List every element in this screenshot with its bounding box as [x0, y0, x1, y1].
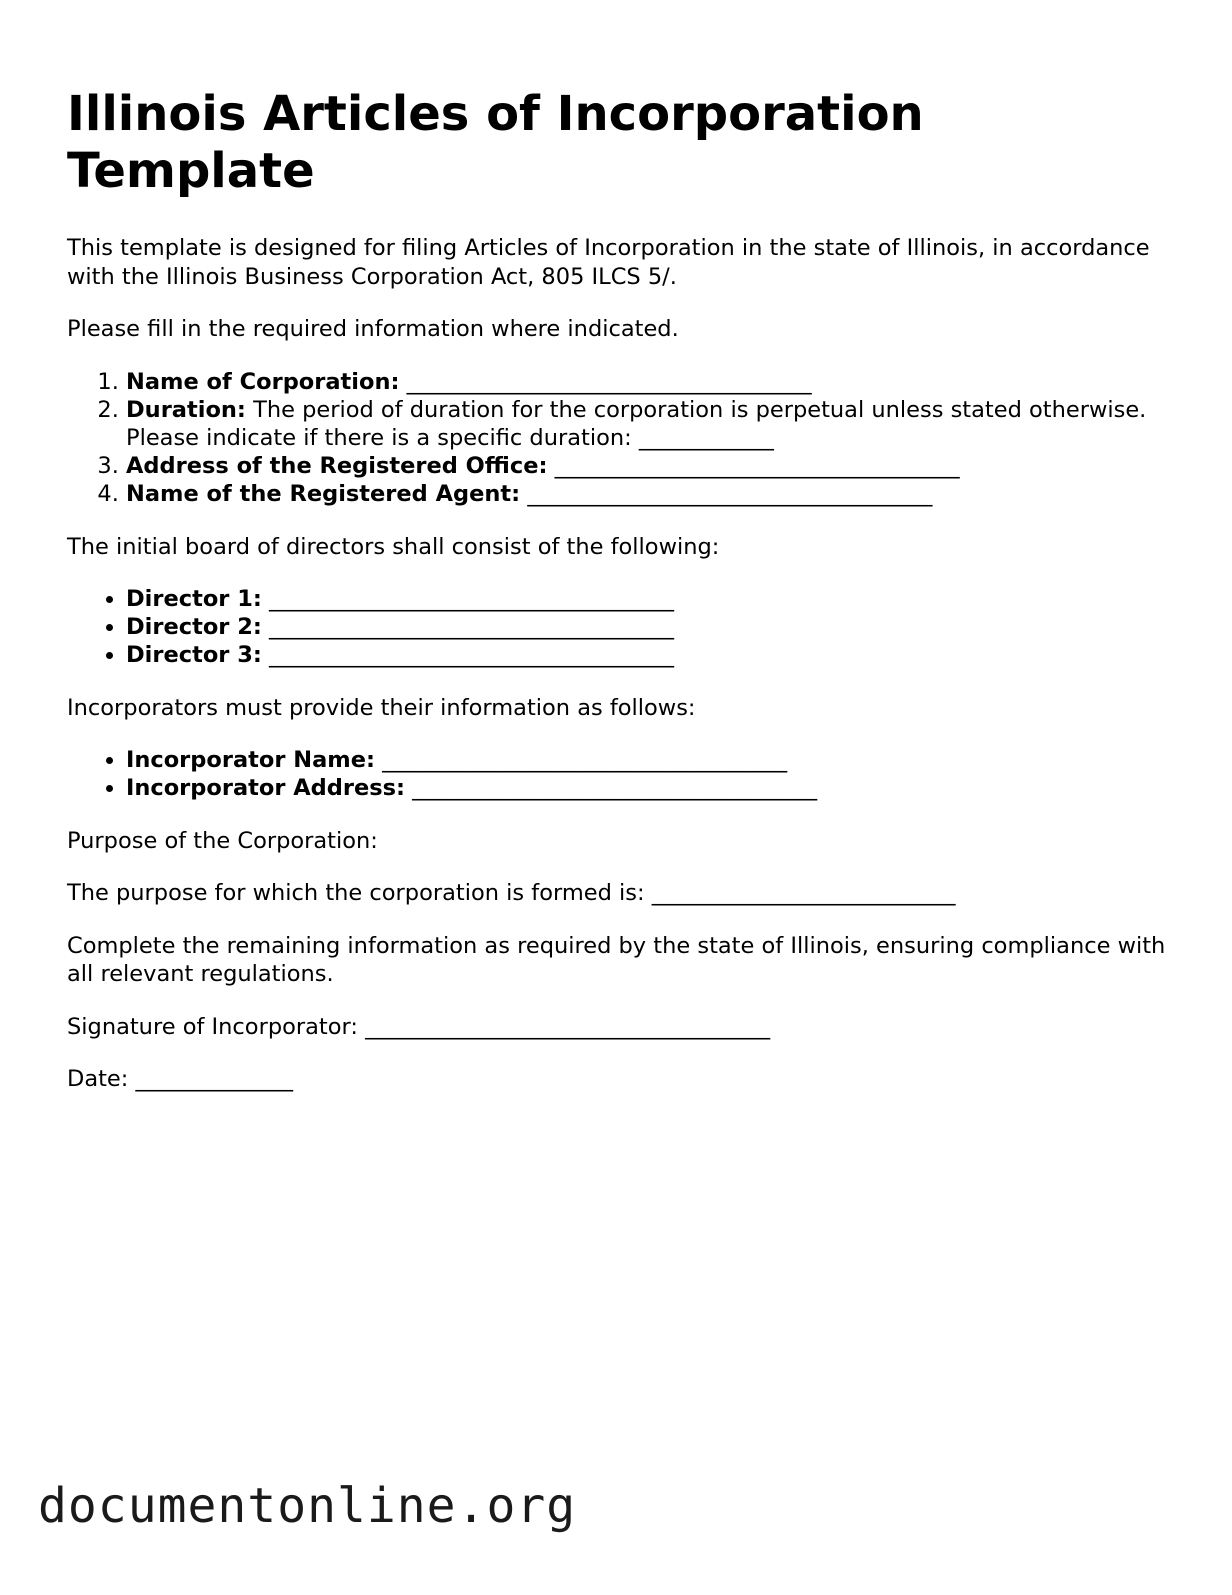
- item-label: Address of the Registered Office:: [126, 453, 548, 480]
- item-text: ____________________________________: [261, 614, 675, 641]
- list-item: [126, 641, 1167, 669]
- instruction-paragraph: Please fill in the required information where indicated.: [67, 316, 679, 342]
- incorporators-list: [67, 746, 1167, 802]
- item-text: The period of duration for the corporation is perpetual unless stated otherwise. Please indicate if there is a specific duration: ____________: [126, 396, 1147, 451]
- item-label: Director 3:: [126, 642, 262, 669]
- purpose-heading: Purpose of the Corporation:: [67, 827, 378, 854]
- purpose-line: The purpose for which the corporation is formed is: ___________________________: [67, 880, 956, 907]
- list-item: [126, 452, 1167, 480]
- document-page: [67, 86, 1173, 1118]
- item-text: ____________________________________: [399, 368, 812, 395]
- list-item: [126, 585, 1167, 613]
- date-line: Date: ______________: [67, 1066, 294, 1093]
- required-info-list: [67, 368, 1167, 509]
- item-label: Name of Corporation:: [126, 368, 400, 395]
- list-item: [126, 746, 1167, 774]
- item-label: Director 2:: [126, 614, 262, 641]
- list-item: [126, 774, 1167, 802]
- list-item: [126, 368, 1167, 396]
- item-label: Name of the Registered Agent:: [126, 481, 521, 508]
- item-text: ____________________________________: [547, 453, 960, 480]
- watermark-text: documentonline.org: [38, 1478, 577, 1534]
- item-label: Incorporator Address:: [126, 775, 406, 802]
- item-text: ____________________________________: [374, 747, 788, 774]
- signature-line: Signature of Incorporator: ____________________________________: [67, 1013, 771, 1040]
- item-label: Incorporator Name:: [126, 747, 375, 774]
- incorporators-intro: Incorporators must provide their information as follows:: [67, 694, 696, 721]
- directors-list: [67, 585, 1167, 670]
- document-title: Illinois Articles of Incorporation Template: [67, 86, 924, 199]
- item-text: ____________________________________: [261, 586, 675, 613]
- completion-note: Complete the remaining information as required by the state of Illinois, ensuring compliance with all relevant regulations.: [67, 932, 1173, 988]
- list-item: [126, 396, 1167, 452]
- list-item: [126, 480, 1167, 508]
- item-text: ____________________________________: [520, 481, 933, 508]
- item-label: Director 1:: [126, 586, 262, 613]
- item-label: Duration:: [126, 396, 246, 423]
- intro-paragraph: This template is designed for filing Articles of Incorporation in the state of Illinois, in accordance with the Illinois Business Corporation Act, 805 ILCS 5/.: [67, 235, 1157, 290]
- directors-intro: The initial board of directors shall consist of the following:: [67, 533, 720, 560]
- list-item: [126, 613, 1167, 641]
- item-text: ____________________________________: [405, 775, 818, 802]
- item-text: ____________________________________: [261, 642, 675, 669]
